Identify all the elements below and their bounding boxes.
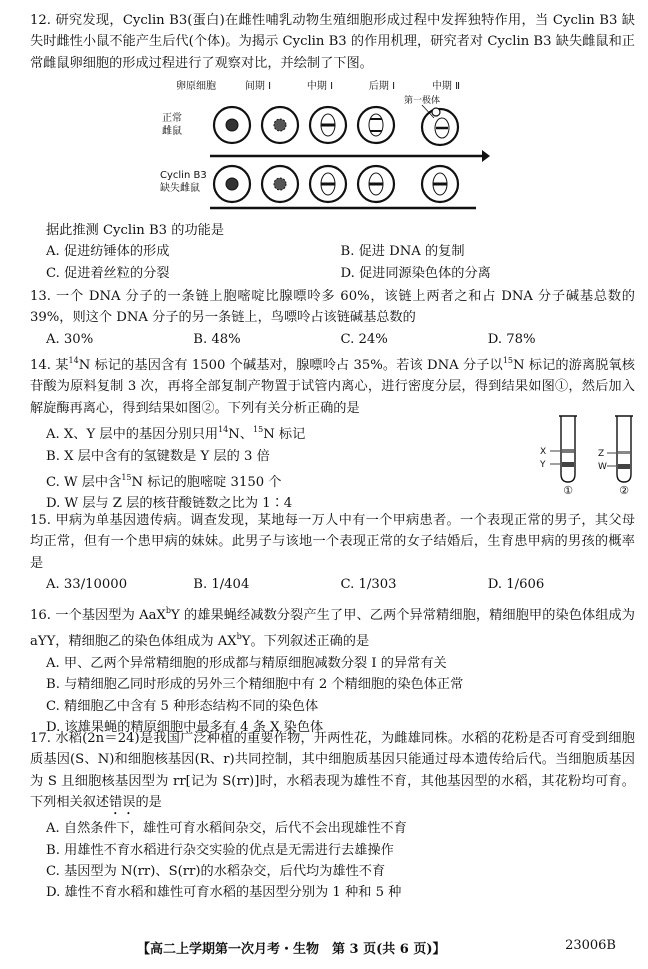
row-label-mutant: 缺失雌鼠 <box>160 183 200 194</box>
row-label-normal: 雌鼠 <box>162 126 182 137</box>
option-a: A. 自然条件下，雄性可育水稻间杂交，后代不会出现雄性不育 <box>46 821 407 837</box>
option-c: C. 精细胞乙中含有 5 种形态结构不同的染色体 <box>46 698 319 714</box>
stage-label: 后期 Ⅰ <box>368 81 396 92</box>
option-a: A. 甲、乙两个异常精细胞的形成都与精原细胞减数分裂 Ⅰ 的异常有关 <box>46 655 447 671</box>
question-15 <box>30 510 635 596</box>
option-b: B. 1/404 <box>193 577 250 593</box>
stage-label: 中期 Ⅰ <box>306 81 334 92</box>
layer-label-w: W <box>598 462 607 472</box>
layer-label-y: Y <box>540 460 546 470</box>
question-16-stem: 16. 一个基因型为 AaX$^b$Y 的雄果蝇经减数分裂产生了甲、乙两个异常精细胞，精细胞甲的染色体组成为 aYY，精细胞乙的染色体组成为 $AX^bY$。下列叙述正确的是 <box>30 606 635 650</box>
question-12 <box>30 10 635 74</box>
row-label-mutant: Cyclin B3 <box>160 170 207 181</box>
footer-title: 【高二上学期第一次月考・生物 第 3 页(共 6 页)】 <box>137 942 446 957</box>
option-d: D. 78% <box>487 331 536 347</box>
stage-label: 间期 Ⅰ <box>244 81 272 92</box>
option-b: B. 用雄性不育水稻进行杂交实验的优点是无需进行去雄操作 <box>46 842 394 858</box>
centrifuge-tubes-figure <box>536 412 642 498</box>
row-label-normal: 正常 <box>162 113 182 124</box>
question-15-stem: 15. 甲病为单基因遗传病。调查发现，某地每一万人中有一个甲病患者。一个表现正常的男子，其父母均正常，但有一个患甲病的妹妹。此男子与该地一个表现正常的女子结婚后，生育患甲病的男孩的概率是 <box>30 513 635 571</box>
option-a: A. X、Y 层中的基因分别只用$^{14}$N、$^{15}$N 标记 <box>46 425 306 443</box>
question-17 <box>30 728 635 904</box>
option-a: A. 促进纺锤体的形成 <box>46 244 170 260</box>
stage-label: 卵原细胞 <box>176 81 216 92</box>
tube-label-1: ① <box>563 484 573 497</box>
option-d: D. 雄性不育水稻和雄性可育水稻的基因型分别为 1 种和 5 种 <box>46 885 402 901</box>
option-b: B. 促进 DNA 的复制 <box>340 244 465 260</box>
question-12-prompt: 据此推测 Cyclin B3 的功能是 <box>46 223 225 238</box>
option-d: D. 该雄果蝇的精原细胞中最多有 4 条 X 染色体 <box>46 720 324 736</box>
layer-label-z: Z <box>598 449 605 459</box>
option-d: D. 促进同源染色体的分离 <box>340 265 491 281</box>
question-12-options <box>30 220 635 284</box>
option-c: C. W 层中含$^{15}$N 标记的胞嘧啶 3150 个 <box>46 473 282 491</box>
option-d: D. 1/606 <box>487 577 545 593</box>
emphasized-word: 错误 <box>109 795 136 811</box>
option-d: D. W 层与 Z 层的核苷酸链数之比为 1∶4 <box>46 496 293 512</box>
question-13 <box>30 286 635 350</box>
option-b: B. X 层中含有的氢键数是 Y 层的 3 倍 <box>46 448 270 464</box>
tube-label-2: ② <box>619 484 629 497</box>
stage-label: 中期 Ⅱ <box>431 81 461 92</box>
option-c: C. 24% <box>340 331 388 347</box>
option-c: C. 基因型为 N(rr)、S(rr)的水稻杂交，后代均为雄性不育 <box>46 864 386 880</box>
option-a: A. 30% <box>46 331 94 347</box>
question-17-stem: 17. 水稻(2n＝24)是我国广泛种植的重要作物，开两性花，为雌雄同株。水稻的花粉是否可育受到细胞质基因(S、N)和细胞核基因(R、r)共同控制，其中细胞质基因只能通过母本遗传给后代。当细胞质基因为 S 且细胞核基因型为 rr[记为 S(rr)]时，水稻表现为雄性不育，其他基因型的水稻，其花粉均可育。下列相关叙述错误的是 <box>30 731 635 811</box>
option-c: C. 1/303 <box>340 577 397 593</box>
option-c: C. 促进着丝粒的分裂 <box>46 265 170 281</box>
option-b: B. 48% <box>193 331 241 347</box>
option-b: B. 与精细胞乙同时形成的另外三个精细胞中有 2 个精细胞的染色体正常 <box>46 677 464 693</box>
question-16 <box>30 600 635 738</box>
cell-division-figure <box>160 78 490 218</box>
question-14-stem: 14. 某$^{14}$N 标记的基因含有 1500 个碱基对，腺嘌呤占 35%。若该 DNA 分子以$^{15}$N 标记的游离脱氧核苷酸为原料复制 3 次，再将全部复制产物置于试管内离心，进行密度分层，得到结果如图①，然后加入解旋酶再离心，得到结果如图②。下列有关分析正确的是 <box>30 356 635 416</box>
layer-label-x: X <box>540 447 547 457</box>
footer-code: 23006B <box>565 938 616 953</box>
option-a: A. 33/10000 <box>46 577 128 593</box>
polar-body-label: 第一极体 <box>403 96 441 106</box>
question-12-stem: 12. 研究发现，Cyclin B3(蛋白)在雌性哺乳动物生殖细胞形成过程中发挥独特作用，当 Cyclin B3 缺失时雌性小鼠不能产生后代(个体)。为揭示 Cyclin B3 的作用机理，研究者对 Cyclin B3 缺失雌鼠和正常雌鼠卵细胞的形成过程进行了观察对比，并绘制了下图。 <box>30 13 635 71</box>
question-13-stem: 13. 一个 DNA 分子的一条链上胞嘧啶比腺嘌呤多 60%，该链上两者之和占 DNA 分子碱基总数的 39%，则这个 DNA 分子的另一条链上，鸟嘌呤占该链碱基总数的 <box>30 289 635 326</box>
